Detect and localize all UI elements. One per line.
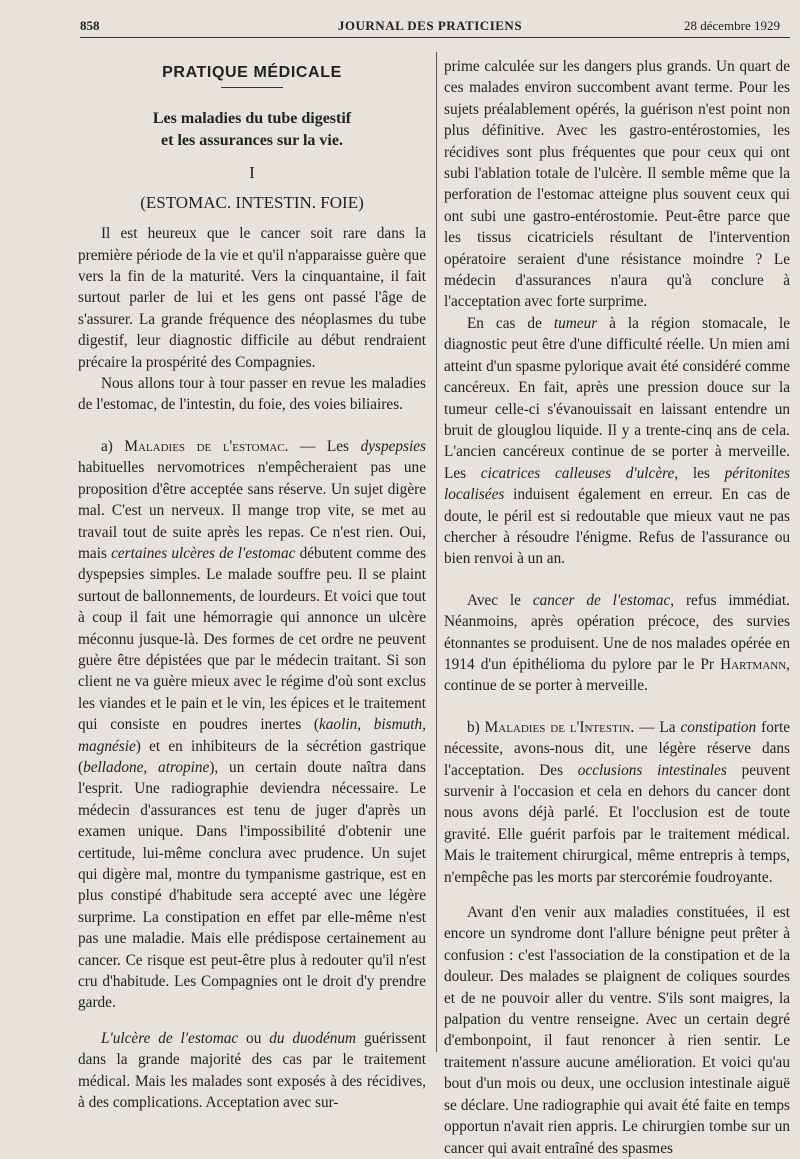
part-number: I: [249, 163, 255, 183]
issue-date: 28 décembre 1929: [683, 18, 780, 33]
paragraph-cancer: Avec le cancer de l'estomac, refus immédiat. Néanmoins, après opération précoce, des survies étonnantes se produisent. Une de nos malades opérée en 1914 d'un épithélioma du pylore par le Pr Hartmann, continue de se porter à merveille.: [444, 591, 791, 695]
journal-title: JOURNAL DES PRATICIENS: [337, 18, 523, 33]
part-subtitle: (ESTOMAC. INTESTIN. FOIE): [140, 192, 364, 212]
header-rule: [80, 37, 790, 38]
right-column: [444, 56, 790, 1159]
paragraph-ulcer: L'ulcère de l'estomac ou du duodénum guérissent dans la grande majorité des cas par le traitement médical. Mais les malades sont exposés à des récidives, à des complications. Acceptation avec sur-: [78, 1029, 426, 1112]
paragraph-stomach-diseases: a) Maladies de l'estomac. — Les dyspepsies habituelles nervomotrices n'empêcheraient pas une proposition d'être acceptée sans réserve. Un sujet digère mal. C'est un nerveux. Il mange trop vite, se met au travail tout de suite après les repas. Ce n'est rien. Oui, mais certaines ulcères de l'estomac débutent comme des dyspepsies simples. Le malade souffre peu. Il se plaint surtout de ballonnements, de lourdeurs. Et voici que tout à coup il fait une hémorragie qui annonce un ulcère méconnu jusque-là. Des formes de cet ordre ne peuvent guère être dépistées que par le médecin traitant. Si son client ne va guère mieux avec le régime d'où sont exclus les viandes et le pain et le vin, les épices et le traitement qui consiste en poudres inertes (kaolin, bismuth, magnésie) et en inhibiteurs de la sécrétion gastrique (belladone, atropine), un certain doute naîtra dans l'esprit. Une radiographie deviendra nécessaire. Le médecin d'assurances est tenu de juger d'après un examen unique. Dans l'impossibilité d'obtenir une certitude, lui-même conclura avec prudence. Un sujet qui digère mal, montre du tympanisme gastrique, est en plus constipé d'habitude sera accepté avec une légère surprime. La constipation en effet par elle-même n'est pas une maladie. Mais elle prédispose certainement au cancer. Ce risque est peut-être plus à redouter qu'il n'est cru d'habitude. Les Compagnies ont le droit d'y prendre garde.: [78, 437, 427, 1012]
page-header: [80, 14, 780, 36]
paragraph: prime calculée sur les dangers plus grands. Un quart de ces malades environ succombent avant terme. Pour les sujets préalablement opérés, la guérison n'est point non plus définitive. Avec les gastro-entérostomies, les récidives sont plus fréquentes que pour ceux qui ont subi l'ablation totale de l'ulcère. Il semble même que la perforation de l'estomac atteigne plus souvent ceux qui ont subi une gastro-entérostomie. Peut-être parce que les tissus cicatriciels résultant de l'intervention opératoire seraient d'une résistance moindre ? Le médecin d'assurances n'aura qu'à conclure à l'acceptation avec forte surprime.: [444, 58, 790, 311]
paragraph: Il est heureux que le cancer soit rare dans la première période de la vie et qu'il n'apparaisse guère que vers la fin de la maturité. Vers la cinquantaine, il fait surtout parler de lui et les gens ont passé l'âge de s'assurer. La grande fréquence des néoplasmes du tube digestif, leur diagnostic difficile au début rendraient précaire la prospérité des Compagnies.: [78, 225, 426, 371]
paragraph: Nous allons tour à tour passer en revue les maladies de l'estomac, de l'intestin, du foie, des voies biliaires.: [78, 375, 426, 414]
section-title-rule: [221, 87, 283, 88]
section-title: PRATIQUE MÉDICALE: [162, 64, 342, 81]
article-title: [78, 108, 426, 152]
article-title-line-1: Les maladies du tube digestif: [152, 110, 352, 128]
paragraph: Avant d'en venir aux maladies constituées, il est encore un syndrome dont l'allure bénigne peut prêter à confusion : c'est l'association de la constipation et de la douleur. Des malades se plaignent de coliques sourdes et de ne pouvoir aller du ventre. S'ils sont maigres, la palpation du ventre renseigne. Avec un certain degré d'embonpoint, il faut renoncer à rien sentir. Le traitement n'assure aucune amélioration. Et voici qu'au bout d'un mois ou deux, une occlusion intestinale aiguë se déclare. Une radiographie qui avait été faite en temps opportun n'avait rien appris. Le chirurgien tombe sur un cancer qui avait entraîné des spasmes: [444, 904, 790, 1157]
paragraph-tumor: En cas de tumeur à la région stomacale, le diagnostic peut être d'une difficulté réelle. Un mien ami atteint d'un spasme pylorique avait été considéré comme cancéreux. En fait, après une pression douce sur la tumeur celle-ci s'évanouissait en laissant entendre un bruit de glouglou liquide. Il y a trente-cinq ans de cela. L'ancien cancéreux continue de se porter à merveille. Les cicatrices calleuses d'ulcère, les péritonites localisées induisent également en erreur. En cas de doute, le péril est si redoutable que mieux vaut ne pas chercher à résoudre l'énigme. Refus de l'assurance ou bien renvoi à un an.: [444, 314, 790, 568]
column-divider: [436, 52, 437, 1052]
left-column: [78, 62, 426, 1113]
page-number: 858: [80, 18, 100, 33]
paragraph-intestine-diseases: b) Maladies de l'Intestin. — La constipation forte nécessite, avons-nous dit, une légère réserve dans l'acceptation. Des occlusions intestinales peuvent survenir à l'occasion et cela en dehors du cancer dont nous avons déjà parlé. Et l'occlusion est de toute gravité. Elle guérit parfois par le traitement médical. Mais le traitement chirurgical, même entrepris à temps, n'empêche pas les morts par stercorémie foudroyante.: [444, 718, 790, 886]
article-title-line-2: et les assurances sur la vie.: [161, 132, 343, 150]
